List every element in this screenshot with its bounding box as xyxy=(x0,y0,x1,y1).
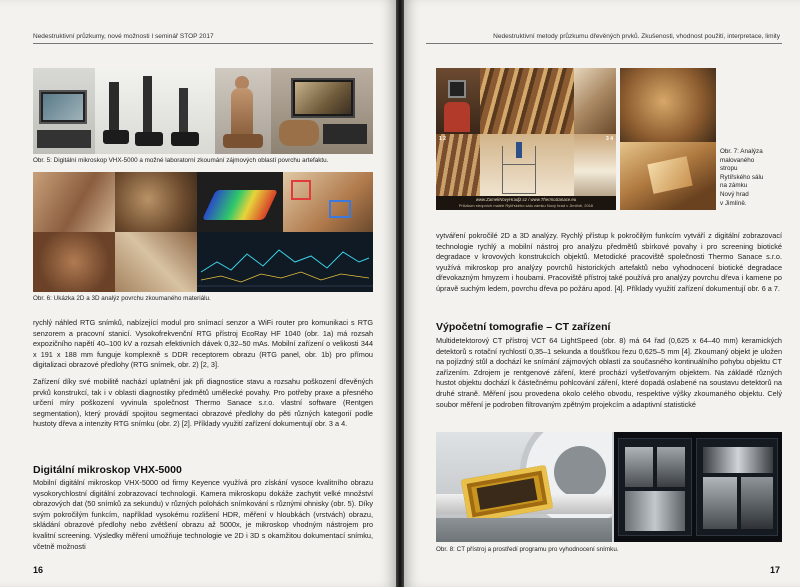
photo-surface-1 xyxy=(33,172,115,232)
figure-6-caption: Obr. 6: Ukázka 2D a 3D analýz povrchu zkoumaného materiálu. xyxy=(33,295,211,302)
page-number-left: 16 xyxy=(33,565,44,575)
left-body-text-top xyxy=(33,318,373,430)
photo-hall-view xyxy=(574,134,616,196)
header-rule xyxy=(426,43,782,44)
caption-line: stropu xyxy=(720,165,738,173)
photo-hall-corner xyxy=(574,68,616,134)
figure-5-microscope-photos xyxy=(33,68,373,154)
left-paragraph-2: Zařízení díky své mobilitě nachází uplatnění jak při diagnostice stavu a rozsahu poškození dřevěných prvků konstrukcí, tak i v oblasti diagnostiky předmětů umělecké povahy. Pro potřeby praxe a přesného určení míry poškození vyvinula společnost Thermo Sanace s.r.o. vlastní software (Rentgen segmentation), který provádí spojitou segmentaci obrazové předlohy do pěti různých kategorií podle hustoty dřeva a intenzity RTG snímku (obr. 2) [2]. Příklady využití zařízení dokumentují obr. 3 a 4. xyxy=(33,376,373,429)
photo-surface-3 xyxy=(33,232,115,292)
figure-5-caption: Obr. 5: Digitální mikroskop VHX-5000 a možné laboratorní zkoumání zájmových oblastí povrchu artefaktu. xyxy=(33,157,329,164)
figure-7-painted-ceiling xyxy=(436,68,616,210)
caption-line: Obr. 7: Analýza xyxy=(720,148,763,155)
caption-line: na zámku xyxy=(720,182,748,190)
right-page xyxy=(404,0,800,587)
caption-line: malovaného xyxy=(720,156,755,164)
running-head: Nedestruktivní průzkumy, nové možnosti I seminář STOP 2017 xyxy=(33,33,214,40)
left-paragraph-3: Mobilní digitální mikroskop VHX-5000 od firmy Keyence využívá pro získání vysoce kvalitního obrazu vysokorychlostní digitální zobrazovací technologii. Kamera mikroskopu dokáže zachytit velké množství obrazových dat (50 snímků za sekundu) v různých polohách snímkování s různými ohnisky (obr. 5). Díky svým pokročilým funkcím, například vysokému rozlišení HDR, měření v hloubkách (vrstvách) obrazu, skládání obrazové předlohy nebo zvětšení obrazu až 5000x, je mikroskop vhodným nástrojem pro kvalitní screening. Výsledky měření umožňuje technologie ve 2D i 3D s okamžitou dokumentací snímku, včetně možnosti xyxy=(33,478,373,551)
photo-credits: www.ZamekNovyHradjz.cz / www.ThermoSanace.eu xyxy=(475,197,577,202)
page-number-right: 17 xyxy=(769,565,780,575)
photo-surface-detail xyxy=(283,172,373,232)
figure-8-ct-device xyxy=(436,432,782,542)
header-rule xyxy=(33,43,373,44)
figure-6-surface-analysis xyxy=(33,172,373,292)
section-heading-ct: Výpočetní tomografie – CT zařízení xyxy=(436,321,611,333)
profile-graph xyxy=(197,232,373,292)
right-body-text-bottom xyxy=(436,336,782,410)
photo-ct-software xyxy=(614,432,782,542)
photo-ceiling-beams xyxy=(480,68,574,134)
photo-monitor xyxy=(33,68,95,154)
left-page xyxy=(0,0,396,587)
photo-label-right: 3 4 xyxy=(606,136,613,142)
right-paragraph-1: vytváření pokročilé 2D a 3D analýzy. Rychlý přístup k pokročilým funkcím vytváří z digitální zobrazovací technologie rychlý a mobilní nástroj pro analýzu předmětů sbírkové povahy i pro screening biotické degradace v krovových konstrukcích objektů. Metodické pracoviště společnosti Thermo Sanace s.r.o. využívá mikroskop pro analýzy povrchů historických artefaktů nebo vyhodnocení biotické degradace dřevokazným hmyzem i houbami. Pracoviště přístroj také používá pro analýzy povrchu dřeva i kamene po úpravě suchým ledem, povrchu dřeva po požáru apod. [4]. Příklady využití zařízení dokumentují obr. 6 a 7. xyxy=(436,231,782,293)
photo-scaffold xyxy=(480,134,574,196)
photo-3d-terrain xyxy=(197,172,283,232)
photo-painting-detail-2 xyxy=(620,142,716,210)
photo-painting-detail-1 xyxy=(620,68,716,142)
photo-profile-chart xyxy=(197,232,373,292)
figure-8-caption: Obr. 8: CT přístroj a prostředí programu pro vyhodnocení snímku. xyxy=(436,546,619,553)
photo-laptop xyxy=(271,68,373,154)
book-gutter xyxy=(396,0,404,587)
photo-statue xyxy=(215,68,271,154)
right-body-text-top xyxy=(436,231,782,295)
left-body-text-bottom xyxy=(33,478,373,552)
photo-label-left: 1 2 xyxy=(439,136,446,142)
photo-surface-4 xyxy=(115,232,197,292)
photo-ceiling-panel xyxy=(436,134,480,196)
left-paragraph-1: rychlý náhled RTG snímků, nabízející modul pro snímací senzor a WiFi router pro komunikaci s RTG senzorem a pracovní stanicí. Vysokofrekvenční RTG přístroj EcoRay HF 1040 (obr. 1a) má rozsah expozičního napětí 40–100 kV a rozsah efektivních dávek 0,32–50 mAs. Mobilní zařízení o velikosti 344 x 191 x 188 mm funguje komplexně s DDR receptorem obrazu (RTG panel, obr. 1b) pro přímou digitalizaci obrazové předlohy (RTG snímek, obr. 2) [2, 3]. xyxy=(33,318,373,370)
photo-surface-2 xyxy=(115,172,197,232)
right-paragraph-2: Multidetektorový CT přístroj VCT 64 LightSpeed (obr. 8) má 64 řad (0,625 x 64–40 mm) keramických detektorů s rotační rychlostí 0,35–1 sekunda a tloušťkou řezu 0,625–5 mm [4]. Zkoumaný objekt je uložen na pojízdný stůl a dochází ke snímání zájmových oblastí za současného kontinuálního pohybu objektu CT zařízením. Zdrojem je rentgenové záření, které prochází vyšetřovaným objektem. Na základě různých hustot objektu dochází k částečnému pohlcování záření, které dopadá oslabené na soustavu detektorů na druhé straně. Měření jsou provedena okolo celého obvodu, respektive výšky zkoumaného objektu. Celý soubor měření je podroben filtrovaným zpětným projekcím a adaptivní statistické xyxy=(436,336,782,409)
photo-worker xyxy=(436,68,480,134)
section-heading-microscope: Digitální mikroskop VHX-5000 xyxy=(33,464,182,476)
photo-ct-scanner xyxy=(436,432,612,542)
photo-footer: Průzkum stropních maleb Rytířského sálu zámku Nový hrad v Jimlíně, 2016 xyxy=(458,203,594,208)
figure-7-caption xyxy=(720,148,780,208)
photo-credits-strip xyxy=(436,196,616,210)
caption-line: v Jimlíně. xyxy=(720,199,747,207)
photo-microscopes xyxy=(95,68,215,154)
running-head: Nedestruktivní metody průzkumu dřevěných prvků. Zkušenosti, vhodnost použití, interpretace, limity xyxy=(493,33,780,40)
caption-line: Nový hrad xyxy=(720,190,749,198)
caption-line: Rytířského sálu xyxy=(720,173,764,181)
